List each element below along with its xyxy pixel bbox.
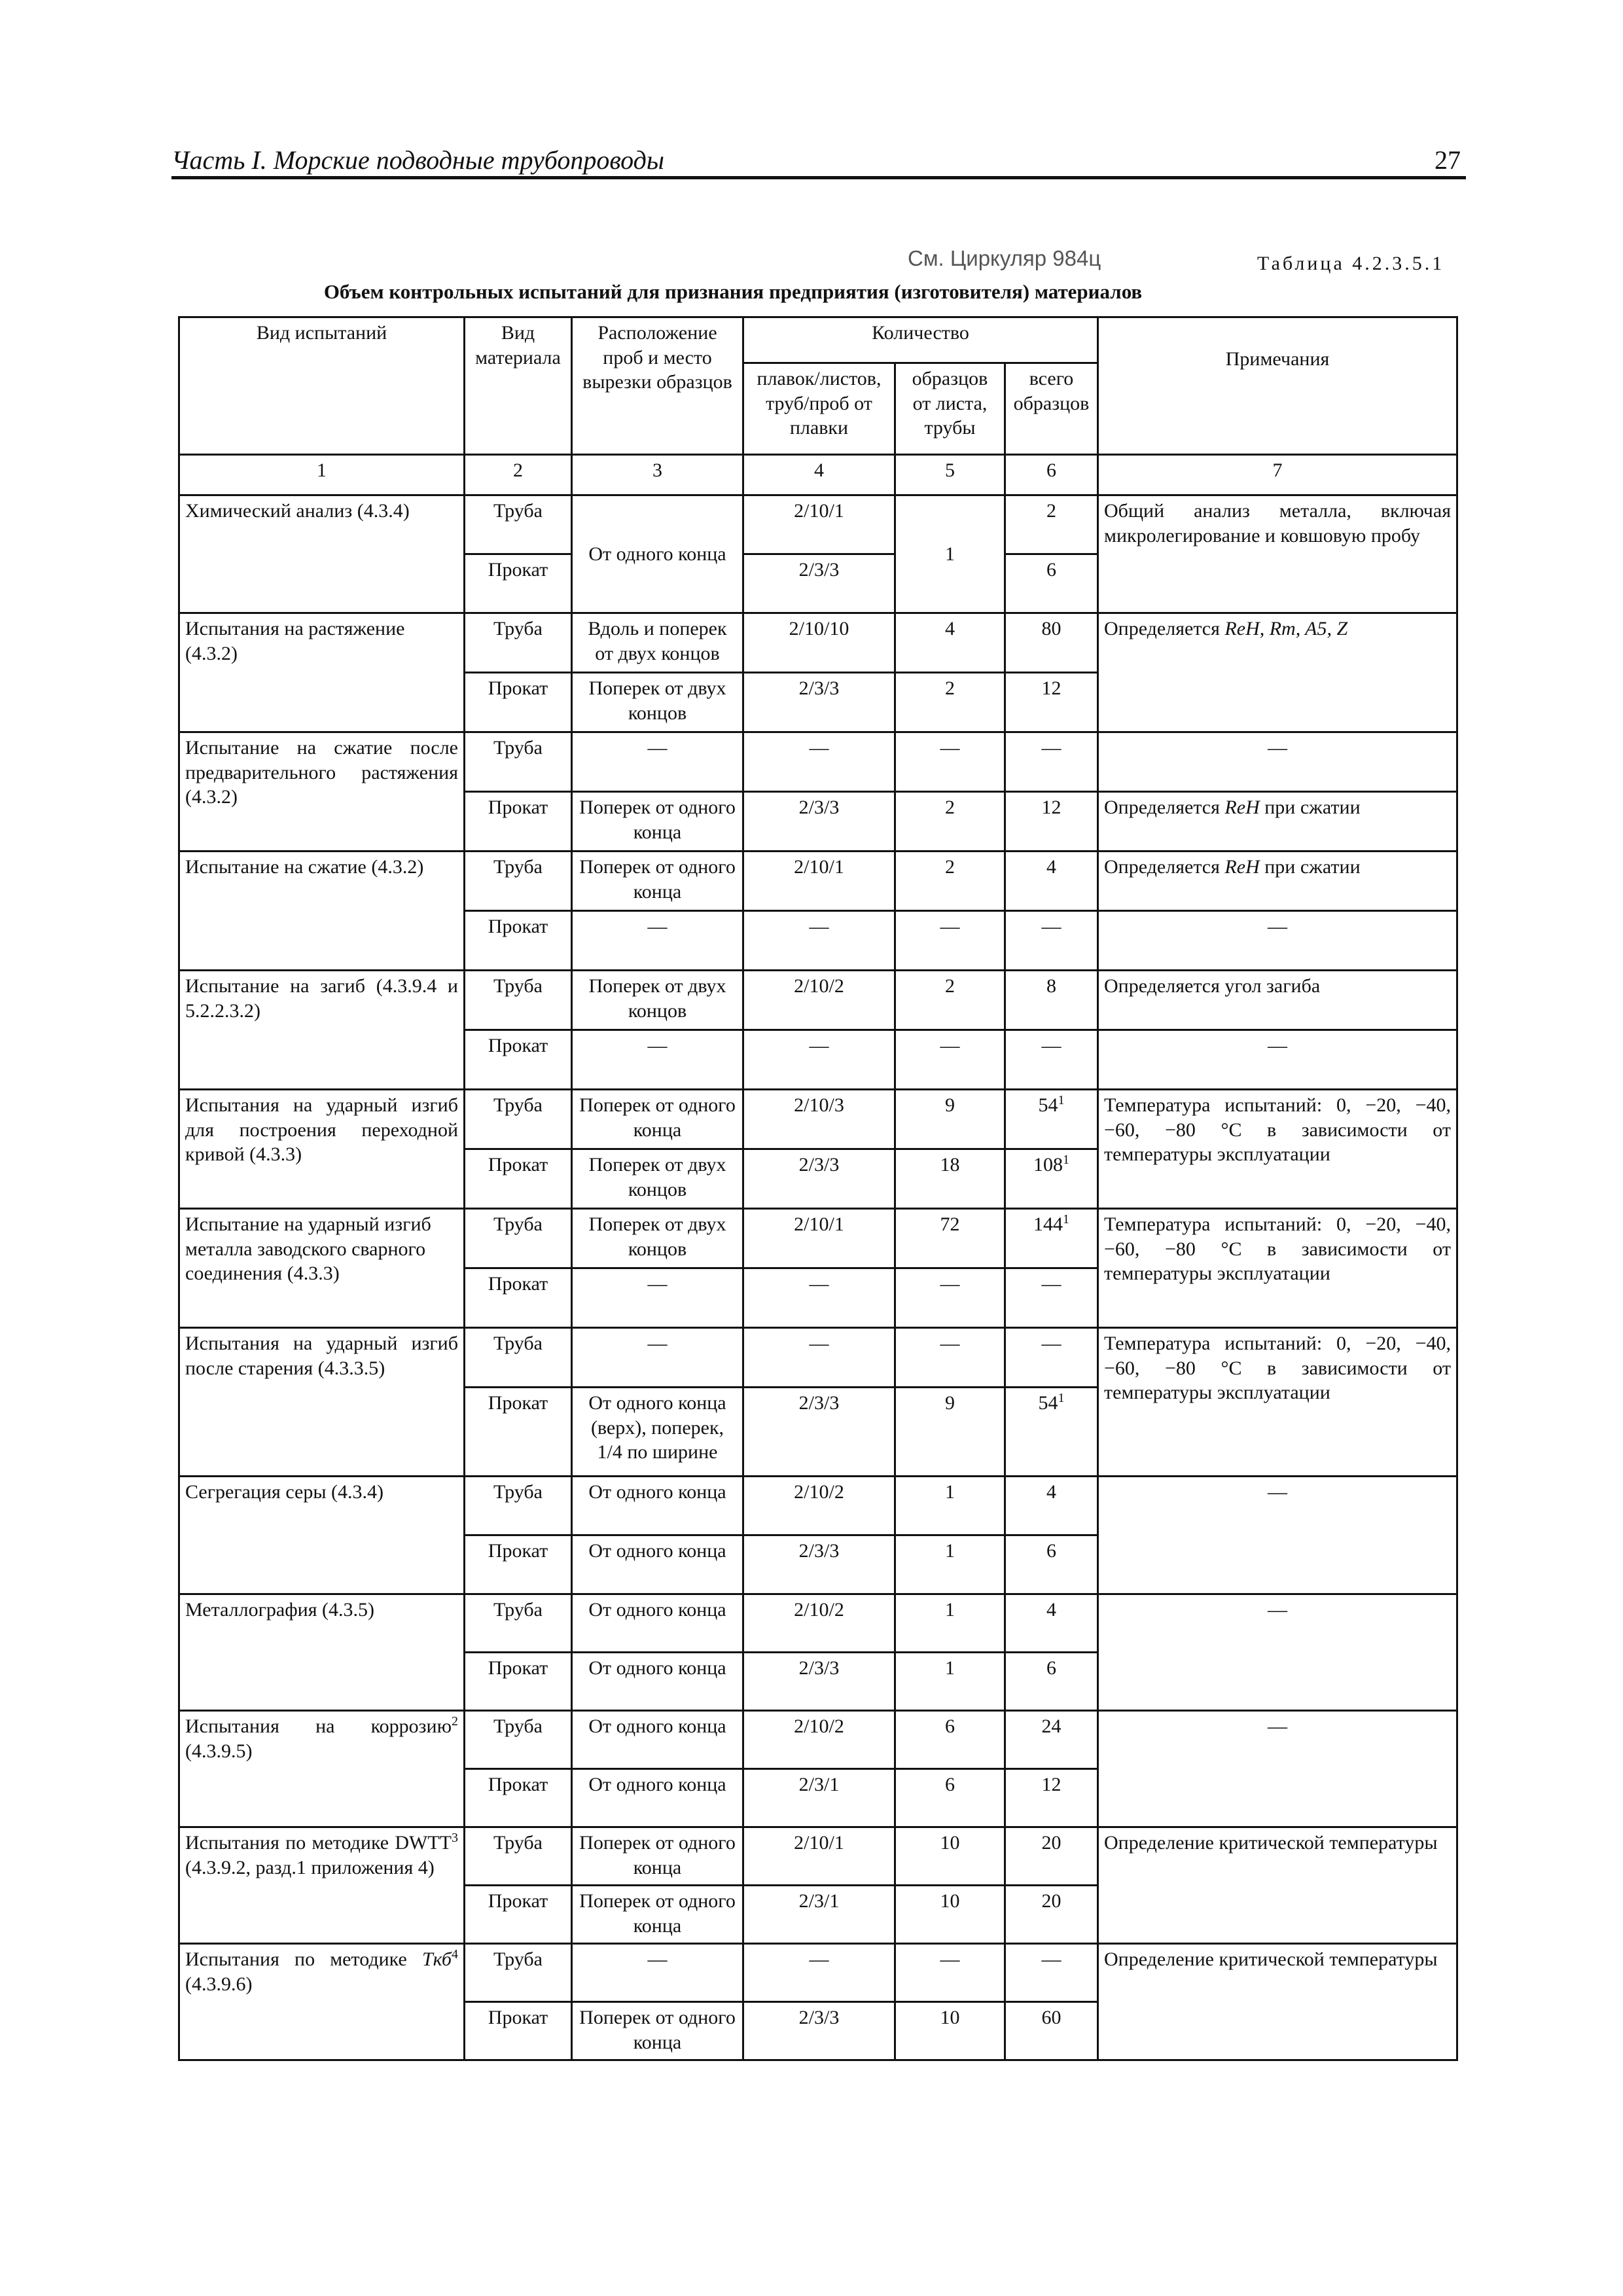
material-cell: Прокат [465,2002,572,2060]
location-cell: Поперек от двух концов [572,1149,743,1209]
footnote-mark: 1 [1058,1391,1065,1405]
total-cell: — [1005,1944,1098,2002]
heats-cell: 2/3/1 [743,1769,895,1827]
location-cell: — [572,911,743,971]
specimens-cell: 9 [895,1090,1005,1149]
location-cell: Поперек от двух концов [572,673,743,732]
total-cell: 4 [1005,852,1098,911]
location-cell: От одного конца [572,1711,743,1769]
test-type-ref: (4.3.9.6) [185,1973,253,1995]
material-cell: Труба [465,971,572,1030]
header-test-type: Вид испытаний [179,317,465,455]
location-cell: От одного конца [572,1594,743,1653]
material-cell: Труба [465,1594,572,1653]
heats-cell: — [743,732,895,792]
location-cell: От одного конца (верх), поперек, 1/4 по ширине [572,1388,743,1477]
material-cell: Прокат [465,792,572,852]
test-type-cell: Сегрегация серы (4.3.4) [179,1477,465,1594]
notes-cell: — [1098,1594,1457,1711]
specimens-cell: 1 [895,1477,1005,1535]
total-cell: 24 [1005,1711,1098,1769]
location-cell: Поперек от одного конца [572,792,743,852]
column-number: 5 [895,455,1005,495]
heats-cell: 2/3/3 [743,1535,895,1594]
footnote-mark: 1 [1063,1153,1069,1167]
test-type-ref: (4.3.9.5) [185,1740,253,1762]
notes-text: при сжатии [1259,856,1361,878]
total-cell: — [1005,732,1098,792]
specimens-cell: — [895,1944,1005,2002]
material-cell: Труба [465,1711,572,1769]
notes-cell: Общий анализ металла, включая микролегирование и ковшовую пробу [1098,495,1457,613]
total-cell: 4 [1005,1477,1098,1535]
notes-symbols: ReH [1224,797,1260,818]
specimens-cell: 10 [895,1886,1005,1944]
total-cell: 6 [1005,1535,1098,1594]
total-cell: 20 [1005,1827,1098,1886]
test-type-symbol: Tкб [421,1948,452,1970]
specimens-cell: 1 [895,495,1005,613]
total-value: 108 [1033,1154,1063,1175]
total-cell: 80 [1005,613,1098,673]
notes-text: Определяется [1104,856,1225,878]
material-cell: Труба [465,1328,572,1388]
circular-note: См. Циркуляр 984ц [908,246,1101,270]
total-value: 144 [1033,1213,1063,1235]
table-row [179,1827,1457,1886]
material-cell: Прокат [465,1268,572,1328]
location-cell: — [572,1944,743,2002]
heats-cell: 2/10/2 [743,971,895,1030]
test-type-text: Испытания по методике DWTT [185,1832,452,1854]
specimens-cell: 1 [895,1653,1005,1711]
specimens-cell: 2 [895,971,1005,1030]
heats-cell: 2/3/3 [743,1653,895,1711]
location-cell: Поперек от одного конца [572,1090,743,1149]
table-row [179,1594,1457,1653]
material-cell: Прокат [465,1030,572,1090]
heats-cell: 2/10/2 [743,1594,895,1653]
table-row [179,1328,1457,1388]
table-row [179,971,1457,1030]
header-specimens-per: образцов от листа, трубы [895,363,1005,455]
footnote-mark: 2 [452,1714,458,1729]
test-type-cell: Испытание на ударный изгиб металла заводского сварного соединения (4.3.3) [179,1209,465,1328]
table-row [179,1209,1457,1268]
notes-cell [1098,852,1457,911]
total-cell: 4 [1005,1594,1098,1653]
footnote-mark: 1 [1058,1093,1065,1107]
material-cell: Труба [465,495,572,554]
specimens-cell: 10 [895,2002,1005,2060]
column-number: 4 [743,455,895,495]
test-type-cell: Испытания на ударный изгиб после старения (4.3.3.5) [179,1328,465,1477]
total-value: 54 [1038,1392,1058,1414]
heats-cell: 2/10/10 [743,613,895,673]
specimens-cell: — [895,1268,1005,1328]
heats-cell: 2/3/3 [743,2002,895,2060]
notes-text: Определяется [1104,797,1225,818]
total-value: 54 [1038,1094,1058,1116]
notes-cell [1098,792,1457,852]
table-row [179,1944,1457,2002]
heats-cell: 2/3/3 [743,554,895,613]
heats-cell: — [743,1328,895,1388]
material-cell: Прокат [465,1149,572,1209]
specimens-cell: 2 [895,852,1005,911]
header-heats: плавок/листов, труб/проб от плавки [743,363,895,455]
total-cell [1005,1388,1098,1477]
heats-cell: 2/10/2 [743,1711,895,1769]
test-type-cell: Испытание на загиб (4.3.9.4 и 5.2.2.3.2) [179,971,465,1090]
material-cell: Прокат [465,1769,572,1827]
heats-cell: — [743,1944,895,2002]
material-cell: Труба [465,613,572,673]
location-cell: От одного конца [572,495,743,613]
heats-cell: 2/3/3 [743,673,895,732]
notes-cell: Определение критической температуры [1098,1827,1457,1944]
heats-cell: — [743,1030,895,1090]
specimens-cell: 6 [895,1769,1005,1827]
running-header [171,143,1466,179]
material-cell: Прокат [465,911,572,971]
material-cell: Прокат [465,1535,572,1594]
footnote-mark: 1 [1063,1212,1069,1227]
total-cell: 6 [1005,554,1098,613]
material-cell: Труба [465,1944,572,2002]
location-cell: — [572,1030,743,1090]
header-total: всего образцов [1005,363,1098,455]
test-type-cell [179,1944,465,2060]
total-cell: 20 [1005,1886,1098,1944]
header-rule [171,176,1466,179]
notes-text: Определяется [1104,618,1225,639]
test-type-cell: Химический анализ (4.3.4) [179,495,465,613]
specimens-cell: 10 [895,1827,1005,1886]
specimens-cell: 2 [895,792,1005,852]
heats-cell: 2/10/1 [743,495,895,554]
total-cell: — [1005,911,1098,971]
table-number: Таблица 4.2.3.5.1 [1257,253,1445,274]
table-row [179,1090,1457,1149]
specimens-cell: 4 [895,613,1005,673]
test-type-cell [179,1711,465,1827]
notes-cell: Определяется угол загиба [1098,971,1457,1030]
material-cell: Прокат [465,1388,572,1477]
material-cell: Прокат [465,554,572,613]
notes-cell: Температура испытаний: 0, −20, −40, −60, −80 °С в зависимости от температуры эксплуатации [1098,1328,1457,1477]
specimens-cell: — [895,1328,1005,1388]
table-row [179,1477,1457,1535]
footnote-mark: 4 [452,1947,458,1962]
specimens-cell: 1 [895,1535,1005,1594]
column-number: 2 [465,455,572,495]
location-cell: — [572,1268,743,1328]
notes-cell: — [1098,911,1457,971]
total-cell [1005,1209,1098,1268]
total-cell: 6 [1005,1653,1098,1711]
header-notes: Примечания [1098,317,1457,455]
material-cell: Труба [465,1477,572,1535]
column-number: 3 [572,455,743,495]
test-type-cell: Испытания на ударный изгиб для построения переходной кривой (4.3.3) [179,1090,465,1209]
heats-cell: 2/3/3 [743,1388,895,1477]
notes-cell: Температура испытаний: 0, −20, −40, −60, −80 °С в зависимости от температуры эксплуатации [1098,1090,1457,1209]
total-cell: 8 [1005,971,1098,1030]
location-cell: От одного конца [572,1535,743,1594]
notes-cell: — [1098,1477,1457,1594]
header-quantity: Количество [743,317,1098,363]
location-cell: — [572,732,743,792]
heats-cell: 2/10/1 [743,1209,895,1268]
heats-cell: — [743,911,895,971]
test-type-cell: Испытания на растяжение (4.3.2) [179,613,465,732]
specimens-cell: 6 [895,1711,1005,1769]
notes-symbols: ReH, Rm, A5, Z [1224,618,1348,639]
total-cell: — [1005,1328,1098,1388]
heats-cell: — [743,1268,895,1328]
column-number: 6 [1005,455,1098,495]
table-row [179,495,1457,554]
specimens-cell: — [895,911,1005,971]
test-type-cell [179,1827,465,1944]
heats-cell: 2/3/1 [743,1886,895,1944]
heats-cell: 2/10/1 [743,1827,895,1886]
location-cell: Поперек от одного конца [572,852,743,911]
location-cell: Поперек от одного конца [572,1827,743,1886]
test-type-cell: Металлография (4.3.5) [179,1594,465,1711]
material-cell: Труба [465,852,572,911]
specimens-cell: 9 [895,1388,1005,1477]
heats-cell: 2/10/2 [743,1477,895,1535]
location-cell: Поперек от двух концов [572,971,743,1030]
test-type-cell: Испытание на сжатие после предварительного растяжения (4.3.2) [179,732,465,852]
test-type-ref: (4.3.9.2, разд.1 приложения 4) [185,1856,435,1878]
total-cell: 12 [1005,1769,1098,1827]
heats-cell: 2/10/1 [743,852,895,911]
table-row [179,732,1457,792]
material-cell: Прокат [465,1653,572,1711]
specimens-cell: 72 [895,1209,1005,1268]
total-cell: 12 [1005,792,1098,852]
notes-symbols: ReH [1224,856,1260,878]
notes-cell: Температура испытаний: 0, −20, −40, −60, −80 °С в зависимости от температуры эксплуатации [1098,1209,1457,1328]
notes-cell [1098,613,1457,732]
specimens-cell: 2 [895,673,1005,732]
heats-cell: 2/3/3 [743,792,895,852]
header-material: Вид материала [465,317,572,455]
total-cell: 12 [1005,673,1098,732]
material-cell: Прокат [465,673,572,732]
material-cell: Труба [465,732,572,792]
page-number: 27 [1435,145,1461,175]
total-cell: — [1005,1268,1098,1328]
location-cell: Поперек от двух концов [572,1209,743,1268]
table-row [179,852,1457,911]
total-cell [1005,1149,1098,1209]
test-type-text: Испытания по методике [185,1948,422,1970]
location-cell: Поперек от одного конца [572,2002,743,2060]
location-cell: — [572,1328,743,1388]
specimens-cell: — [895,1030,1005,1090]
column-number: 7 [1098,455,1457,495]
location-cell: От одного конца [572,1477,743,1535]
notes-cell: — [1098,1030,1457,1090]
table-row [179,613,1457,673]
material-cell: Труба [465,1827,572,1886]
specimens-cell: 18 [895,1149,1005,1209]
header-title: Часть I. Морские подводные трубопроводы [171,145,664,175]
column-number: 1 [179,455,465,495]
tests-table-frame [178,316,1456,2082]
tests-table [178,316,1458,2061]
material-cell: Прокат [465,1886,572,1944]
location-cell: Вдоль и поперек от двух концов [572,613,743,673]
footnote-mark: 3 [452,1831,458,1845]
notes-cell: Определение критической температуры [1098,1944,1457,2060]
location-cell: От одного конца [572,1653,743,1711]
total-cell: 2 [1005,495,1098,554]
total-cell: 60 [1005,2002,1098,2060]
heats-cell: 2/3/3 [743,1149,895,1209]
test-type-text: Испытания на коррозию [185,1715,452,1737]
test-type-cell: Испытание на сжатие (4.3.2) [179,852,465,971]
notes-text: при сжатии [1259,797,1361,818]
material-cell: Труба [465,1090,572,1149]
location-cell: Поперек от одного конца [572,1886,743,1944]
table-caption: Объем контрольных испытаний для признания предприятия (изготовителя) материалов [323,280,1143,303]
header-location: Расположение проб и место вырезки образцов [572,317,743,455]
table-row [179,1711,1457,1769]
heats-cell: 2/10/3 [743,1090,895,1149]
specimens-cell: 1 [895,1594,1005,1653]
specimens-cell: — [895,732,1005,792]
material-cell: Труба [465,1209,572,1268]
location-cell: От одного конца [572,1769,743,1827]
notes-cell: — [1098,732,1457,792]
notes-cell: — [1098,1711,1457,1827]
total-cell [1005,1090,1098,1149]
total-cell: — [1005,1030,1098,1090]
